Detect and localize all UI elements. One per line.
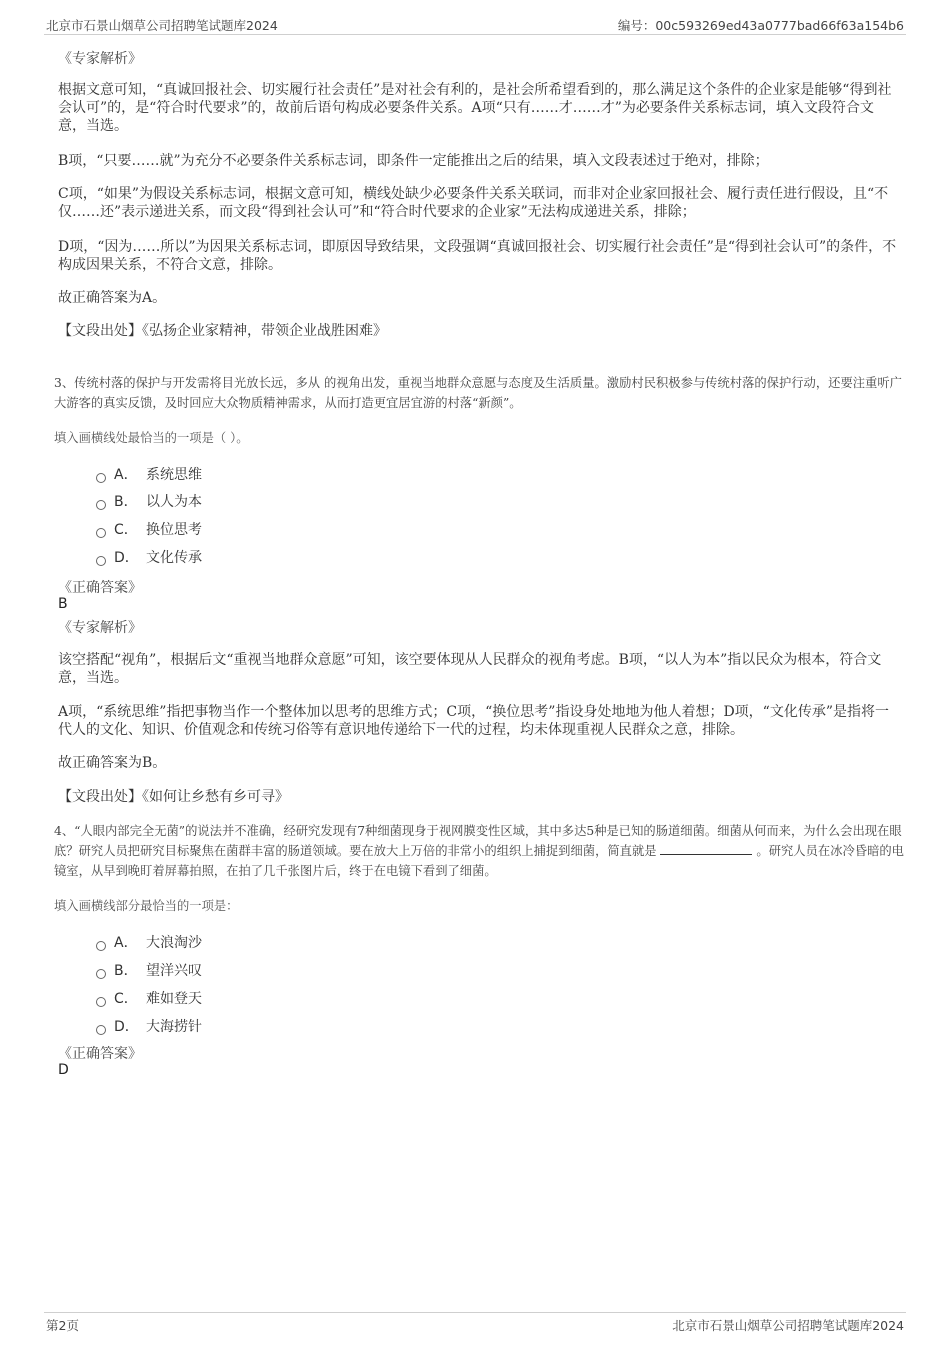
q2-analysis-paragraph-2: B项，“只要……就”为充分不必要条件关系标志词，即条件一定能推出之后的结果，填入文段表述过于绝对，排除；: [58, 153, 769, 169]
footer-title: 北京市石景山烟草公司招聘笔试题库2024: [672, 1318, 904, 1333]
q4-option-d[interactable]: D． 大海捞针: [96, 1016, 202, 1036]
q3-prompt: 填入画横线处最恰当的一项是（ ）。: [54, 431, 249, 445]
radio-icon[interactable]: [96, 969, 106, 979]
q2-conclusion: 故正确答案为A。: [58, 290, 167, 306]
q2-analysis-paragraph-4: D项，“因为……所以”为因果关系标志词，即原因导致结果，文段强调“真诚回报社会、切实履行社会责任”是“得到社会认可”的条件，不构成因果关系，不符合文意，排除。: [58, 239, 897, 273]
radio-icon[interactable]: [96, 528, 106, 538]
page-header: [44, 14, 906, 35]
q3-source: 【文段出处】《如何让乡愁有乡可寻》: [58, 789, 289, 805]
q2-analysis-paragraph-1: 根据文意可知，“真诚回报社会、切实履行社会责任”是对社会有利的，是社会所希望看到的，那么满足这个条件的企业家是能够“得到社会认可”的，是“符合时代要求”的，故前后语句构成必要条件关系。A项“只有……才……才”为必要条件关系标志词，填入文段符合文意，当选。: [58, 82, 892, 134]
page-number: 第2页: [46, 1318, 79, 1333]
q4-option-a[interactable]: A． 大浪淘沙: [96, 932, 202, 952]
radio-icon[interactable]: [96, 1025, 106, 1035]
header-document-id: 编号：00c593269ed43a0777bad66f63a154b6: [617, 18, 904, 33]
radio-icon[interactable]: [96, 473, 106, 483]
q3-option-c[interactable]: C． 换位思考: [96, 519, 202, 539]
q3-option-a[interactable]: A． 系统思维: [96, 464, 202, 484]
radio-icon[interactable]: [96, 941, 106, 951]
header-title: 北京市石景山烟草公司招聘笔试题库2024: [46, 18, 278, 33]
q4-option-b[interactable]: B． 望洋兴叹: [96, 960, 202, 980]
page-footer: [44, 1312, 906, 1333]
q3-answer-label: 《正确答案》: [58, 580, 142, 596]
radio-icon[interactable]: [96, 556, 106, 566]
radio-icon[interactable]: [96, 997, 106, 1007]
q4-blank-line: [660, 842, 752, 855]
q3-analysis-paragraph-1: 该空搭配“视角”，根据后文“重视当地群众意愿”可知，该空要体现从人民群众的视角考虑。B项，“以人为本”指以民众为根本，符合文意，当选。: [58, 652, 882, 686]
q4-option-c[interactable]: C． 难如登天: [96, 988, 202, 1008]
q3-analysis-paragraph-2: A项，“系统思维”指把事物当作一个整体加以思考的思维方式；C项，“换位思考”指设身处地地为他人着想；D项，“文化传承”是指将一代人的文化、知识、价值观念和传统习俗等有意识地传递给下一代的过程，均未体现重视人民群众之意，排除。: [58, 704, 889, 738]
q2-source: 【文段出处】《弘扬企业家精神，带领企业战胜困难》: [58, 323, 387, 339]
q4-question-text: 4、“人眼内部完全无菌”的说法并不准确，经研究发现有7种细菌现身于视网膜变性区域，其中多达5种是已知的肠道细菌。细菌从何而来，为什么会出现在眼底？研究人员把研究目标聚焦在菌群丰富的肠道领域。要在放大上万倍的非常小的组织上捕捉到细菌，简直就是 。研究人员在冰冷昏暗的电镜室，从早到晚盯着屏幕拍照，在拍了几千张图片后，终于在电镜下看到了细菌。: [54, 824, 904, 878]
q3-option-d[interactable]: D． 文化传承: [96, 547, 202, 567]
q3-option-b[interactable]: B． 以人为本: [96, 491, 202, 511]
q3-conclusion: 故正确答案为B。: [58, 755, 167, 771]
q2-analysis-label: 《专家解析》: [58, 51, 142, 67]
q3-analysis-label: 《专家解析》: [58, 620, 142, 636]
q4-prompt: 填入画横线部分最恰当的一项是：: [54, 899, 239, 913]
q4-answer-label: 《正确答案》: [58, 1046, 142, 1062]
q2-analysis-paragraph-3: C项，“如果”为假设关系标志词，根据文意可知，横线处缺少必要条件关系关联词，而非对企业家回报社会、履行责任进行假设，且“不仅……还”表示递进关系，而文段“得到社会认可”和“符合时代要求的企业家”无法构成递进关系，排除；: [58, 186, 889, 220]
q3-answer: B: [58, 596, 68, 612]
radio-icon[interactable]: [96, 500, 106, 510]
q4-answer: D: [58, 1062, 69, 1078]
q3-question-text: 3、传统村落的保护与开发需将目光放长远，多从 的视角出发，重视当地群众意愿与态度及生活质量。激励村民积极参与传统村落的保护行动，还要注重听广大游客的真实反馈，及时回应大众物质精神需求，从而打造更宜居宜游的村落“新颜”。: [54, 376, 902, 410]
